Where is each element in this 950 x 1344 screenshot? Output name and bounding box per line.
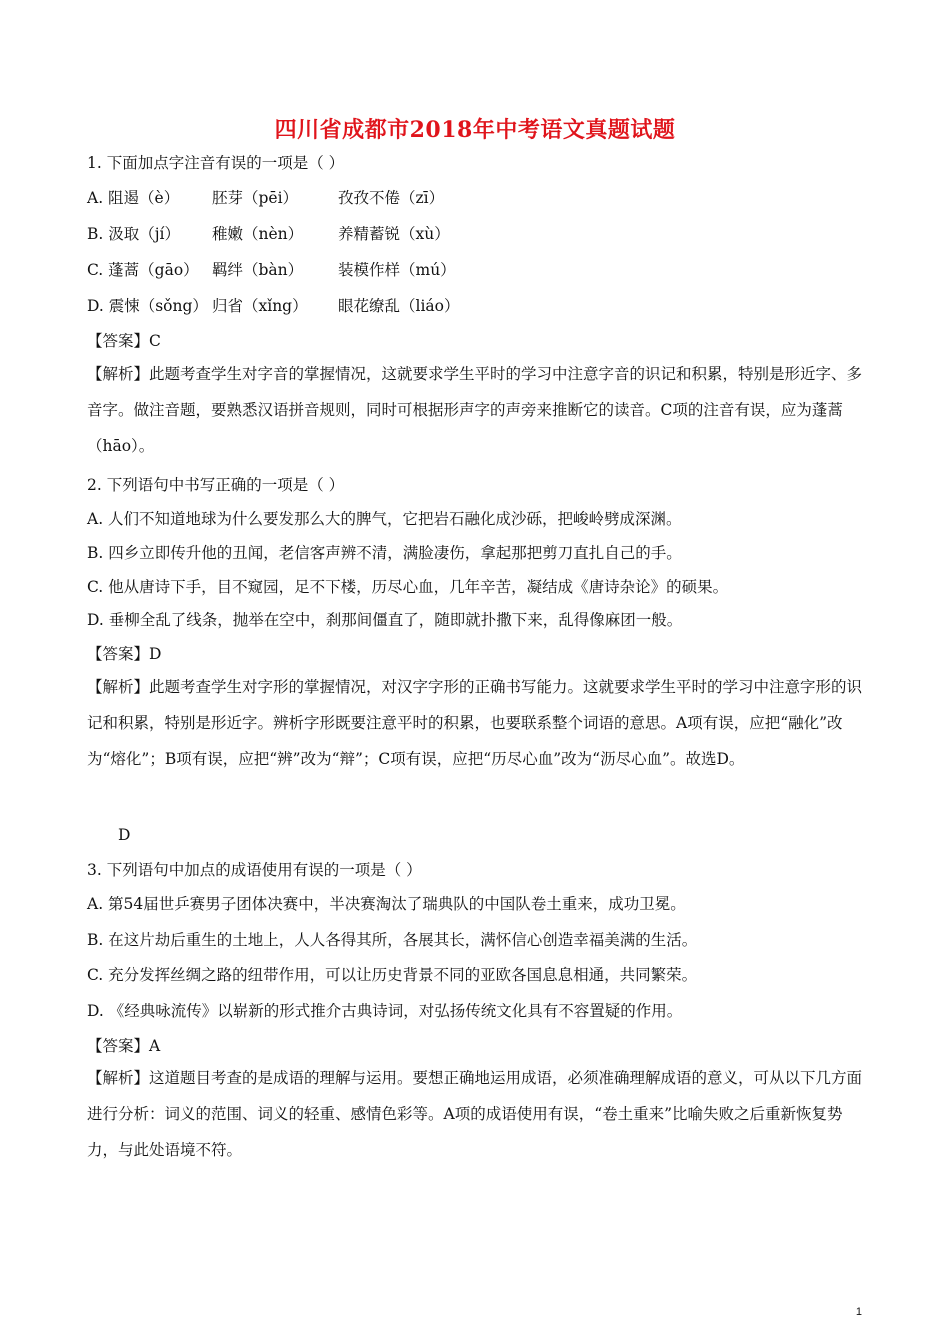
q1-c-1: C. 蓬蒿（gāo） — [87, 261, 199, 279]
q2-stem: 2. 下列语句中书写正确的一项是（ ） — [87, 476, 345, 494]
q3-stem: 3. 下列语句中加点的成语使用有误的一项是（ ） — [87, 861, 422, 879]
q1-c-2: 羁绊（bàn） — [212, 261, 304, 279]
q3-option-b: B. 在这片劫后重生的土地上，人人各得其所，各展其长，满怀信心创造幸福美满的生活。 — [87, 931, 698, 949]
q1-a-1: A. 阻遏（è） — [87, 189, 180, 207]
document-title: 四川省成都市2018年中考语文真题试题 — [274, 117, 676, 143]
q2-extra-answer: D — [118, 826, 131, 844]
q2-answer: 【答案】D — [87, 645, 162, 663]
q1-b-3: 养精蓄锐（xù） — [338, 225, 450, 243]
q1-d-3: 眼花缭乱（liáo） — [338, 297, 460, 315]
q1-b-1: B. 汲取（jí） — [87, 225, 181, 243]
q3-option-a: A. 第54届世乒赛男子团体决赛中，半决赛淘汰了瑞典队的中国队卷土重来，成功卫冕。 — [87, 895, 686, 913]
page-number: 1 — [855, 1306, 862, 1318]
q1-a-3: 孜孜不倦（zī） — [338, 189, 445, 207]
q2-option-a: A. 人们不知道地球为什么要发那么大的脾气，它把岩石融化成沙砾，把峻岭劈成深渊。 — [87, 510, 682, 528]
q1-option-b — [87, 224, 450, 244]
q1-analysis: 【解析】此题考查学生对字音的掌握情况，这就要求学生平时的学习中注意字音的识记和积累，特别是形近字、多音字。做注音题，要熟悉汉语拼音规则，同时可根据形声字的声旁来推断它的读音。C项的注音有误，应为蓬蒿（hāo）。 — [87, 365, 863, 455]
q3-option-c: C. 充分发挥丝绸之路的纽带作用，可以让历史背景不同的亚欧各国息息相通，共同繁荣。 — [87, 966, 698, 984]
q1-option-a — [87, 188, 444, 208]
q1-option-c — [87, 260, 456, 280]
q2-option-d: D. 垂柳全乱了线条，抛举在空中，刹那间僵直了，随即就扑撒下来，乱得像麻团一般。 — [87, 611, 683, 629]
q1-a-2: 胚芽（pēi） — [212, 189, 299, 207]
q2-analysis: 【解析】此题考查学生对字形的掌握情况，对汉字字形的正确书写能力。这就要求学生平时的学习中注意字形的识记和积累，特别是形近字。辨析字形既要注意平时的积累，也要联系整个词语的意思。A项有误，应把“融化”改为“熔化”；B项有误，应把“辨”改为“辩”；C项有误，应把“历尽心血”改为“沥尽心血”。故选D。 — [87, 678, 863, 768]
q3-answer: 【答案】A — [87, 1037, 161, 1055]
q1-b-2: 稚嫩（nèn） — [212, 225, 304, 243]
q1-stem: 1. 下面加点字注音有误的一项是（ ） — [87, 154, 345, 172]
q3-analysis: 【解析】这道题目考查的是成语的理解与运用。要想正确地运用成语，必须准确理解成语的意义，可从以下几方面进行分析：词义的范围、词义的轻重、感情色彩等。A项的成语使用有误，“卷土重来”比喻失败之后重新恢复势力，与此处语境不符。 — [87, 1069, 863, 1159]
q1-option-d — [87, 296, 460, 316]
q1-c-3: 装模作样（mú） — [338, 261, 456, 279]
q1-d-1: D. 震悚（sǒng） — [87, 297, 208, 315]
q1-d-2: 归省（xǐng） — [212, 297, 308, 315]
q2-option-c: C. 他从唐诗下手，目不窥园，足不下楼，历尽心血，几年辛苦，凝结成《唐诗杂论》的硕果。 — [87, 578, 729, 596]
q3-option-d: D. 《经典咏流传》以崭新的形式推介古典诗词，对弘扬传统文化具有不容置疑的作用。 — [87, 1002, 683, 1020]
q1-answer: 【答案】C — [87, 332, 161, 350]
q2-option-b: B. 四乡立即传升他的丑闻，老信客声辨不清，满脸凄伤，拿起那把剪刀直扎自己的手。 — [87, 544, 682, 562]
